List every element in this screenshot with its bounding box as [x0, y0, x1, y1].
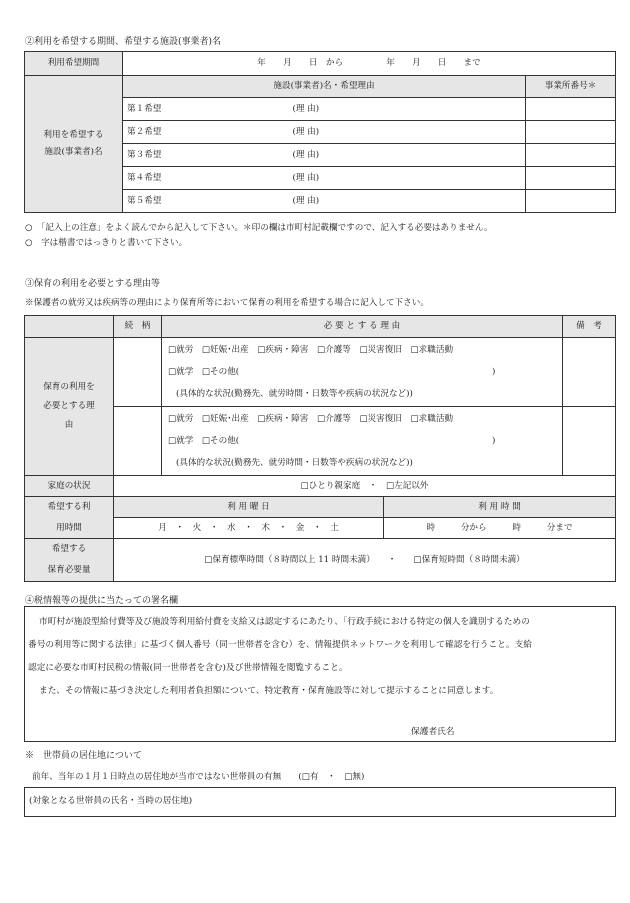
choice-5-cell[interactable]: 第５希望 (理 由) — [123, 190, 526, 213]
facility-row-label: 利用を希望する 施設(事業者)名 — [25, 76, 123, 213]
choice-2-cell[interactable]: 第２希望 (理 由) — [123, 121, 526, 144]
consent-line-3: 認定に必要な市町村民税の情報(同一世帯者を含む)及び世帯情報を閲覧すること。 — [28, 663, 348, 673]
office-number-5 — [526, 190, 616, 213]
use-days-header: 利 用 曜 日 — [114, 497, 384, 518]
family-status-options[interactable]: □ひとり親家庭 ・ □左記以外 — [114, 476, 616, 497]
office-number-1 — [526, 98, 616, 121]
period-input[interactable]: 年 月 日 から 年 月 日 まで — [123, 52, 616, 76]
consent-signature-box — [24, 606, 616, 742]
reason-corner — [25, 316, 114, 338]
facility-name-header: 施設(事業者)名・希望理由 — [123, 76, 526, 98]
remarks-cell-2[interactable] — [563, 407, 616, 476]
relation-cell-2[interactable] — [114, 407, 162, 476]
period-label: 利用希望期間 — [25, 52, 123, 76]
childcare-reason-table — [24, 315, 616, 582]
office-number-4 — [526, 167, 616, 190]
need-label: 希望する 保育必要量 — [25, 539, 114, 582]
consent-line-1: 市町村が施設型給付費等及び施設等利用給付費を支給又は認定するにあたり、「行政手続における特定の個人を識別するための — [39, 617, 530, 627]
section3-heading: ③保育の利用を必要とする理由等 — [25, 279, 161, 289]
facility-preference-table — [24, 51, 616, 213]
choice-4-cell[interactable]: 第４希望 (理 由) — [123, 167, 526, 190]
residence-detail-label: (対象となる世帯員の氏名・当時の居住地) — [29, 796, 193, 806]
section5-heading: ※ 世帯員の居住地について — [25, 751, 142, 761]
section2-heading: ②利用を希望する期間、希望する施設(事業者)名 — [25, 37, 222, 47]
choice-1-cell[interactable]: 第１希望 (理 由) — [123, 98, 526, 121]
residence-question[interactable]: 前年、当年の１月１日時点の居住地が当市ではない世帯員の有無 (□有 ・ □無) — [32, 772, 365, 782]
relation-cell-1[interactable] — [114, 338, 162, 407]
note-instructions: ○ 「記入上の注意」をよく読んでから記入して下さい。＊印の欄は市町村記載欄ですので、記入する必要はありません。 — [25, 223, 493, 233]
consent-line-4: また、その情報に基づき決定した利用者負担額について、特定教育・保育施設等に対して提示することに同意します。 — [39, 686, 499, 696]
office-number-3 — [526, 144, 616, 167]
reason-checklist-2[interactable]: □就労 □妊娠･出産 □疾病・障害 □介護等 □災害復旧 □求職活動 □就学 □その他( ) (具体的な状況(勤務先、就労時間・日数等や疾病の状況など)) — [162, 407, 563, 476]
guardian-name-label: 保護者氏名 — [411, 727, 455, 737]
section3-subnote: ※保護者の就労又は疾病等の理由により保育所等において保育の利用を希望する場合に記入して下さい。 — [25, 298, 429, 308]
use-hours-header: 利 用 時 間 — [384, 497, 616, 518]
office-number-header: 事業所番号＊ — [526, 76, 616, 98]
use-days-options[interactable]: 月 ・ 火 ・ 水 ・ 木 ・ 金 ・ 土 — [114, 518, 384, 539]
reason-row-label: 保育の利用を 必要とする理 由 — [25, 338, 114, 476]
reason-header: 必 要 と す る 理 由 — [162, 316, 563, 338]
office-number-2 — [526, 121, 616, 144]
note-handwriting: ○ 字は楷書ではっきりと書いて下さい。 — [25, 238, 188, 248]
family-label: 家庭の状況 — [25, 476, 114, 497]
choice-3-cell[interactable]: 第３希望 (理 由) — [123, 144, 526, 167]
residence-detail-box[interactable] — [24, 787, 616, 817]
relation-header: 続 柄 — [114, 316, 162, 338]
consent-line-2: 番号の利用等に関する法律」に基づく個人番号（同一世帯者を含む）を、情報提供ネットワークを利用して確認を行うこと。支給 — [28, 640, 532, 650]
childcare-amount-options[interactable]: □保育標準時間（８時間以上 11 時間未満） ・ □保育短時間（８時間未満） — [114, 539, 616, 582]
use-time-label: 希望する利 用時間 — [25, 497, 114, 539]
section4-heading: ④税情報等の提供に当たっての署名欄 — [25, 596, 179, 606]
remarks-header: 備 考 — [563, 316, 616, 338]
use-hours-input[interactable]: 時 分から 時 分まで — [384, 518, 616, 539]
remarks-cell-1[interactable] — [563, 338, 616, 407]
reason-checklist-1[interactable]: □就労 □妊娠･出産 □疾病・障害 □介護等 □災害復旧 □求職活動 □就学 □その他( ) (具体的な状況(勤務先、就労時間・日数等や疾病の状況など)) — [162, 338, 563, 407]
